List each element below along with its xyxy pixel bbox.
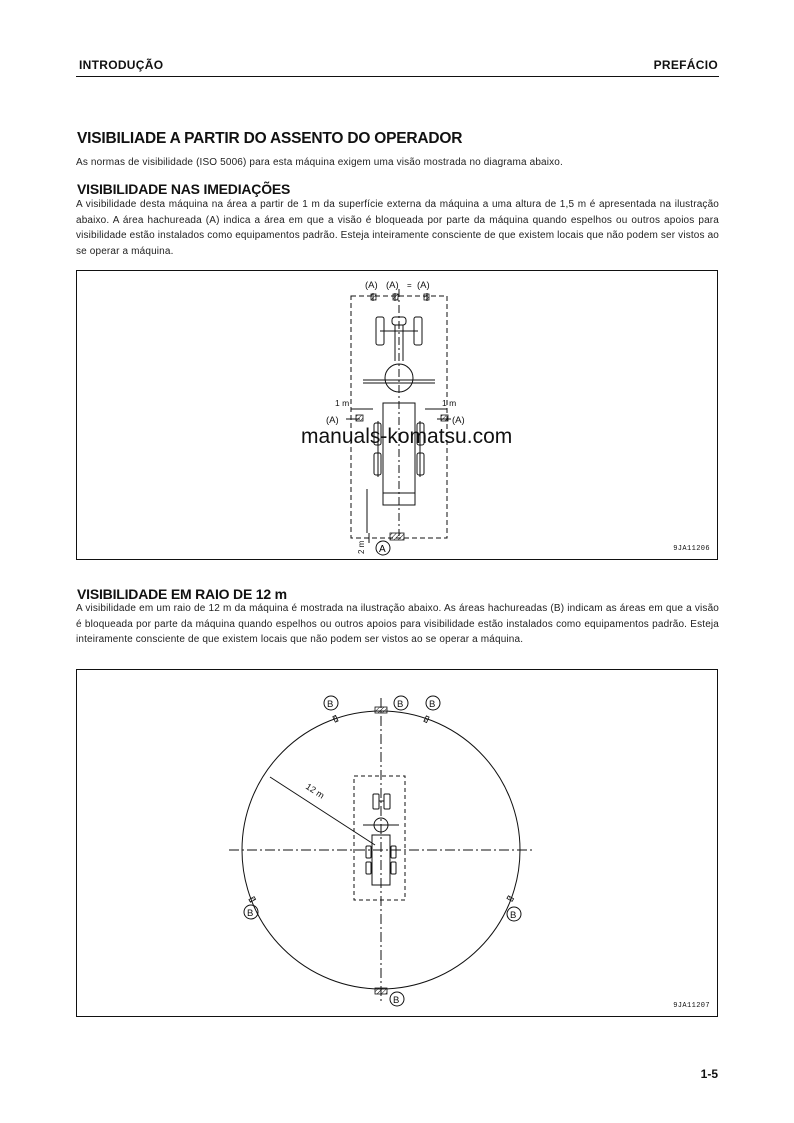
radius-label: 12 m xyxy=(303,781,327,801)
dim-2m: 2 m xyxy=(357,540,366,554)
watermark: manuals-komatsu.com xyxy=(301,425,513,448)
dim-equal: = xyxy=(407,281,412,290)
label-b-top-right: B xyxy=(429,699,436,710)
label-b-right: B xyxy=(510,910,517,921)
label-a-front-3: (A) xyxy=(417,280,430,291)
grader-top-view-diagram xyxy=(77,271,717,559)
section3-paragraph: A visibilidade em um raio de 12 m da máquina é mostrada na ilustração abaixo. As áreas hachureadas (B) indicam as áreas em que a visão é bloqueada por parte da máquina quando espelhos ou outros apoios para visibilidade estão instalados como equipamentos padrão. Esteja inteiramente consciente de que existem locais que não podem ser vistos ao se operar a máquina. xyxy=(76,603,719,646)
page-number: 1-5 xyxy=(700,1067,718,1081)
header-rule xyxy=(76,76,719,77)
label-a-left: (A) xyxy=(326,415,339,426)
label-b-left: B xyxy=(247,908,254,919)
figure2-code: 9JA11207 xyxy=(673,1002,710,1010)
label-a-front-1: (A) xyxy=(365,280,378,291)
label-b-bottom: B xyxy=(393,995,400,1006)
blind-area-b-top-right xyxy=(424,716,429,723)
dim-1m-right: 1 m xyxy=(442,398,457,408)
machine-boundary xyxy=(354,776,405,900)
section-title-immediate-visibility: VISIBILIDADE NAS IMEDIAÇÕES xyxy=(77,181,291,197)
running-header-right: PREFÁCIO xyxy=(653,58,718,72)
dim-1m-left: 1 m xyxy=(335,398,350,408)
blind-area-b-top xyxy=(375,707,387,713)
section2-paragraph: A visibilidade desta máquina na área a partir de 1 m da superfície externa da máquina a uma altura de 1,5 m é apresentada na ilustração abaixo. A área hachureada (A) indica a área em que a visão é bloqueada por parte da máquina quando espelhos ou outros apoios para visibilidade estão instalados como equipamentos padrão. Esteja inteiramente consciente de que existem locais que não podem ser vistos ao se operar a máquina. xyxy=(76,199,719,257)
blind-area-front-left xyxy=(371,294,376,300)
radius-line xyxy=(270,777,375,845)
blind-area-rear xyxy=(390,533,404,540)
blind-area-front-right xyxy=(424,294,429,300)
blind-area-b-top-left xyxy=(333,715,338,722)
label-a-front-2: (A) xyxy=(386,280,399,291)
label-b-top: B xyxy=(397,699,404,710)
running-header-left: INTRODUÇÃO xyxy=(79,58,164,72)
blind-area-right xyxy=(441,415,448,421)
label-b-top-left: B xyxy=(327,699,334,710)
figure-12m-visibility xyxy=(76,669,718,1017)
blind-area-b-bottom xyxy=(375,988,387,994)
section-title-operator-seat-visibility: VISIBILIADE A PARTIR DO ASSENTO DO OPERADOR xyxy=(77,130,463,147)
blind-area-b-right xyxy=(507,896,514,902)
radius-visibility-diagram xyxy=(77,670,717,1016)
circled-a-label: A xyxy=(379,544,386,555)
label-a-right: (A) xyxy=(452,415,465,426)
figure1-code: 9JA11206 xyxy=(673,545,710,553)
blind-area-front-center xyxy=(393,294,398,300)
blind-area-left xyxy=(356,415,363,421)
section-title-12m-radius: VISIBILIDADE EM RAIO DE 12 m xyxy=(77,586,287,602)
section1-paragraph: As normas de visibilidade (ISO 5006) para esta máquina exigem uma visão mostrada no diagrama abaixo. xyxy=(76,157,563,168)
figure-immediate-visibility xyxy=(76,270,718,560)
